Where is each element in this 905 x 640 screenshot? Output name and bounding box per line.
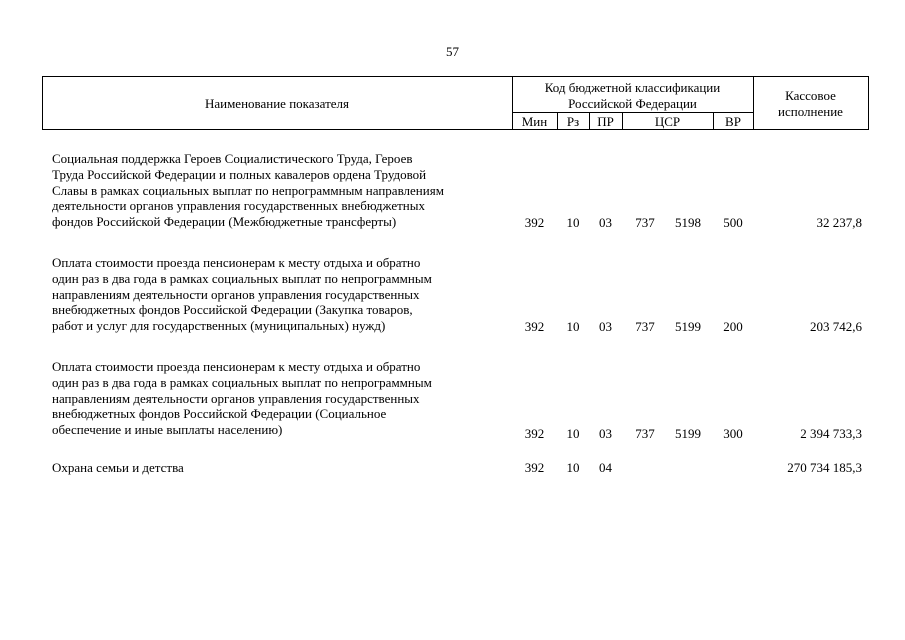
row-vr: 300 bbox=[723, 426, 743, 441]
row-amount: 203 742,6 bbox=[810, 319, 862, 334]
row-pr: 03 bbox=[599, 426, 612, 441]
row-amount: 2 394 733,3 bbox=[800, 426, 862, 441]
row-min: 392 bbox=[524, 215, 545, 230]
row-rz: 10 bbox=[566, 426, 580, 441]
header-col-pr: ПР bbox=[597, 114, 614, 129]
header-border-right bbox=[868, 76, 869, 130]
row-name: Социальная поддержка Героев Социалистического Труда, Героев Труда Российской Федерации и полных кавалеров ордена Трудовой Славы в рамках социальных выплат по непрограммным направлениям деятельности органов управления государственных внебюджетных фондов Российской Федерации (Межбюджетные трансферты) bbox=[52, 151, 444, 230]
row-vr: 200 bbox=[723, 319, 743, 334]
page-number: 57 bbox=[446, 44, 459, 59]
row-pr: 03 bbox=[599, 319, 612, 334]
row-pr: 03 bbox=[599, 215, 612, 230]
row-rz: 10 bbox=[566, 460, 580, 475]
header-divider-amount bbox=[753, 76, 754, 130]
header-col-min: Мин bbox=[521, 114, 548, 129]
header-subrow-line bbox=[512, 112, 753, 113]
row-rz: 10 bbox=[566, 215, 580, 230]
row-amount: 270 734 185,3 bbox=[787, 460, 862, 475]
row-vr: 500 bbox=[723, 215, 743, 230]
row-csr-part2: 5199 bbox=[675, 319, 701, 334]
header-amount-line2: исполнение bbox=[778, 104, 843, 119]
header-col-vr: ВР bbox=[725, 114, 741, 129]
header-name-column: Наименование показателя bbox=[204, 96, 350, 111]
row-name: Оплата стоимости проезда пенсионерам к месту отдыха и обратно один раз в два года в рамках социальных выплат по непрограммным направлениям деятельности органов управления государственных внебюджетных фондов Российской Федерации (Закупка товаров, работ и услуг для государственных (муниципальных) нужд) bbox=[52, 255, 432, 334]
row-min: 392 bbox=[524, 426, 545, 441]
row-csr-part1: 737 bbox=[635, 426, 655, 441]
row-pr: 04 bbox=[599, 460, 612, 475]
row-csr-part2: 5198 bbox=[675, 215, 701, 230]
header-code-group-line2: Российской Федерации bbox=[568, 96, 697, 111]
header-amount-line1: Кассовое bbox=[785, 88, 836, 103]
header-code-group-line1: Код бюджетной классификации bbox=[544, 80, 721, 95]
row-min: 392 bbox=[524, 460, 545, 475]
header-col-csr: ЦСР bbox=[654, 114, 681, 129]
row-csr-part1: 737 bbox=[635, 319, 655, 334]
row-name: Охрана семьи и детства bbox=[52, 460, 184, 475]
row-csr-part1: 737 bbox=[635, 215, 655, 230]
header-col-rz: Рз bbox=[566, 114, 580, 129]
row-amount: 32 237,8 bbox=[816, 215, 862, 230]
row-name: Оплата стоимости проезда пенсионерам к месту отдыха и обратно один раз в два года в рамках социальных выплат по непрограммным направлениям деятельности органов управления государственных внебюджетных фондов Российской Федерации (Социальное обеспечение и иные выплаты населению) bbox=[52, 359, 432, 438]
row-rz: 10 bbox=[566, 319, 580, 334]
row-csr-part2: 5199 bbox=[675, 426, 701, 441]
row-min: 392 bbox=[524, 319, 545, 334]
